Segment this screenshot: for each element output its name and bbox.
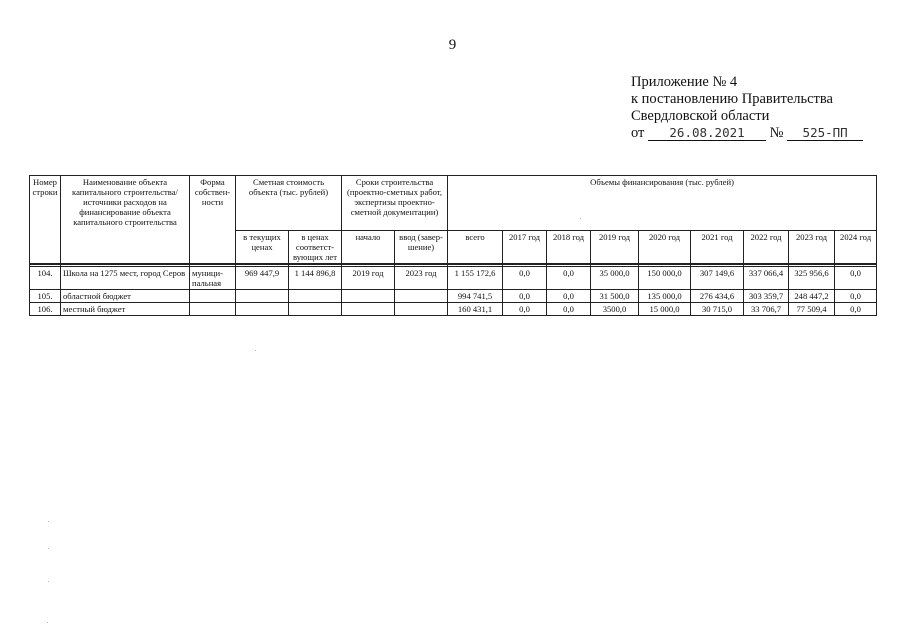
- row-number: 106.: [30, 303, 61, 316]
- header-current-prices: в текущих ценах: [236, 231, 289, 265]
- year-value: 15 000,0: [639, 303, 691, 316]
- end-year: [395, 303, 448, 316]
- header-start: начало: [342, 231, 395, 265]
- table-row: [30, 290, 877, 303]
- year-value: 0,0: [835, 290, 877, 303]
- header-year: 2023 год: [789, 231, 835, 265]
- header-row-number: Номер строки: [30, 176, 61, 265]
- object-name: местный бюджет: [61, 303, 190, 316]
- cost-years: [289, 303, 342, 316]
- year-value: 325 956,6: [789, 267, 835, 290]
- header-financing: Объемы финансирования (тыс. рублей): [448, 176, 877, 231]
- header-year: 2018 год: [547, 231, 591, 265]
- cost-years: 1 144 896,8: [289, 267, 342, 290]
- year-value: 3500,0: [591, 303, 639, 316]
- year-value: 31 500,0: [591, 290, 639, 303]
- header-object-name: Наименование объекта капитального строительства/ источники расходов на финансирование объекта капитального строительства: [61, 176, 190, 265]
- appendix-resolution: к постановлению Правительства: [631, 91, 833, 107]
- year-value: 303 359,7: [744, 290, 789, 303]
- financing-table: [29, 175, 877, 316]
- header-ownership: Форма собствен- ности: [190, 176, 236, 265]
- row-number: 105.: [30, 290, 61, 303]
- year-value: 35 000,0: [591, 267, 639, 290]
- appendix-region: Свердловской области: [631, 108, 770, 124]
- header-year: 2020 год: [639, 231, 691, 265]
- year-value: 77 509,4: [789, 303, 835, 316]
- end-year: 2023 год: [395, 267, 448, 290]
- start-year: 2019 год: [342, 267, 395, 290]
- header-total: всего: [448, 231, 503, 265]
- header-estimated-cost: Сметная стоимость объекта (тыс. рублей): [236, 176, 342, 231]
- object-name: Школа на 1275 мест, город Серов: [61, 267, 190, 290]
- appendix-date-row: [631, 125, 896, 142]
- resolution-date: 26.08.2021: [648, 126, 766, 141]
- year-value: 135 000,0: [639, 290, 691, 303]
- cost-years: [289, 290, 342, 303]
- header-year: 2017 год: [503, 231, 547, 265]
- header-year: 2021 год: [691, 231, 744, 265]
- table-row: [30, 267, 877, 290]
- total-value: 160 431,1: [448, 303, 503, 316]
- year-value: 0,0: [503, 267, 547, 290]
- appendix-block: [631, 74, 896, 142]
- ownership-form: [190, 303, 236, 316]
- header-year: 2022 год: [744, 231, 789, 265]
- header-year: 2019 год: [591, 231, 639, 265]
- year-value: 0,0: [503, 303, 547, 316]
- row-number: 104.: [30, 267, 61, 290]
- total-value: 994 741,5: [448, 290, 503, 303]
- year-value: 30 715,0: [691, 303, 744, 316]
- year-value: 150 000,0: [639, 267, 691, 290]
- number-prefix: №: [769, 125, 784, 141]
- header-year: 2024 год: [835, 231, 877, 265]
- start-year: [342, 290, 395, 303]
- appendix-title: Приложение № 4: [631, 74, 738, 90]
- cost-current: [236, 290, 289, 303]
- resolution-number: 525-ПП: [787, 126, 863, 141]
- year-value: 248 447,2: [789, 290, 835, 303]
- year-value: 0,0: [835, 267, 877, 290]
- year-value: 307 149,6: [691, 267, 744, 290]
- year-value: 0,0: [547, 267, 591, 290]
- year-value: 0,0: [835, 303, 877, 316]
- end-year: [395, 290, 448, 303]
- ownership-form: муници- пальная: [190, 267, 236, 290]
- header-construction-terms: Сроки строительства (проектно-сметных работ, экспертизы проектно-сметной документации): [342, 176, 448, 231]
- header-completion: ввод (завер- шение): [395, 231, 448, 265]
- year-value: 337 066,4: [744, 267, 789, 290]
- year-value: 0,0: [547, 290, 591, 303]
- year-value: 33 706,7: [744, 303, 789, 316]
- ownership-form: [190, 290, 236, 303]
- table-row: [30, 303, 877, 316]
- cost-current: [236, 303, 289, 316]
- date-prefix: от: [631, 125, 645, 141]
- year-value: 0,0: [503, 290, 547, 303]
- header-year-prices: в ценах соответст- вующих лет: [289, 231, 342, 265]
- year-value: 0,0: [547, 303, 591, 316]
- total-value: 1 155 172,6: [448, 267, 503, 290]
- start-year: [342, 303, 395, 316]
- object-name: областной бюджет: [61, 290, 190, 303]
- page-number: 9: [448, 37, 457, 53]
- cost-current: 969 447,9: [236, 267, 289, 290]
- year-value: 276 434,6: [691, 290, 744, 303]
